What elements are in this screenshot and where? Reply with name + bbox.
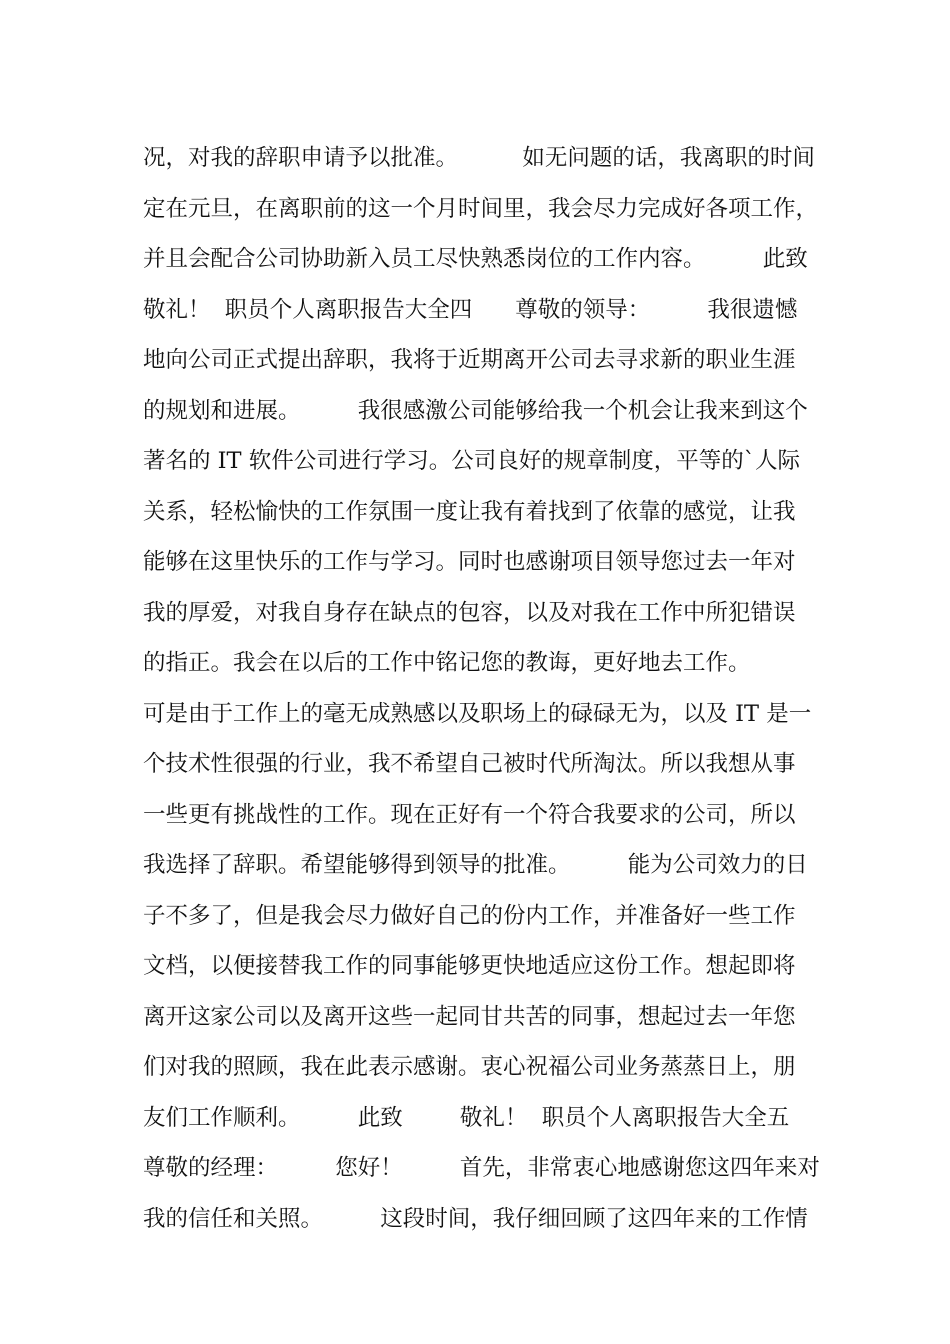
- text-line: 们对我的照顾，我在此表示感谢。衷心祝福公司业务蒸蒸日上，朋: [143, 1054, 796, 1080]
- text-line: 友们工作顺利。 此致 敬礼！ 职员个人离职报告大全五: [143, 1104, 790, 1131]
- text-line: 可是由于工作上的毫无成熟感以及职场上的碌碌无为，以及 IT 是一: [143, 700, 812, 727]
- text-line: 我的厚爱，对我自身存在缺点的包容，以及对我在工作中所犯错误: [143, 599, 796, 626]
- text-line: 尊敬的经理： 您好！ 首先，非常衷心地感谢您这四年来对: [143, 1155, 820, 1181]
- text-line: 个技术性很强的行业，我不希望自己被时代所淘汰。所以我想从事: [143, 751, 796, 777]
- text-line: 我的信任和关照。 这段时间，我仔细回顾了这四年来的工作情: [143, 1205, 808, 1232]
- text-line: 离开这家公司以及离开这些一起同甘共苦的同事，想起过去一年您: [143, 1003, 796, 1030]
- text-line: 定在元旦，在离职前的这一个月时间里，我会尽力完成好各项工作，: [143, 195, 819, 222]
- text-line: 并且会配合公司协助新入员工尽快熟悉岗位的工作内容。 此致: [143, 246, 808, 272]
- text-line: 子不多了，但是我会尽力做好自己的份内工作，并准备好一些工作: [143, 902, 796, 929]
- text-line: 能够在这里快乐的工作与学习。同时也感谢项目领导您过去一年对: [143, 549, 796, 575]
- text-line: 关系，轻松愉快的工作氛围一度让我有着找到了依靠的感觉，让我: [143, 498, 796, 525]
- text-line: 的指正。我会在以后的工作中铭记您的教诲，更好地去工作。: [143, 650, 751, 676]
- text-line: 况，对我的辞职申请予以批准。 如无问题的话，我离职的时间: [143, 145, 815, 171]
- text-line: 一些更有挑战性的工作。现在正好有一个符合我要求的公司，所以: [143, 801, 796, 828]
- text-line: 著名的 IT 软件公司进行学习。公司良好的规章制度，平等的`人际: [143, 448, 800, 474]
- text-line: 文档，以便接替我工作的同事能够更快地适应这份工作。想起即将: [143, 953, 796, 979]
- body-text: [143, 133, 833, 1244]
- text-line: 地向公司正式提出辞职，我将于近期离开公司去寻求新的职业生涯: [143, 347, 796, 373]
- text-line: 我选择了辞职。希望能够得到领导的批准。 能为公司效力的日: [143, 852, 808, 878]
- text-line: 敬礼！ 职员个人离职报告大全四 尊敬的领导： 我很遗憾: [143, 296, 798, 323]
- text-line: 的规划和进展。 我很感激公司能够给我一个机会让我来到这个: [143, 397, 808, 424]
